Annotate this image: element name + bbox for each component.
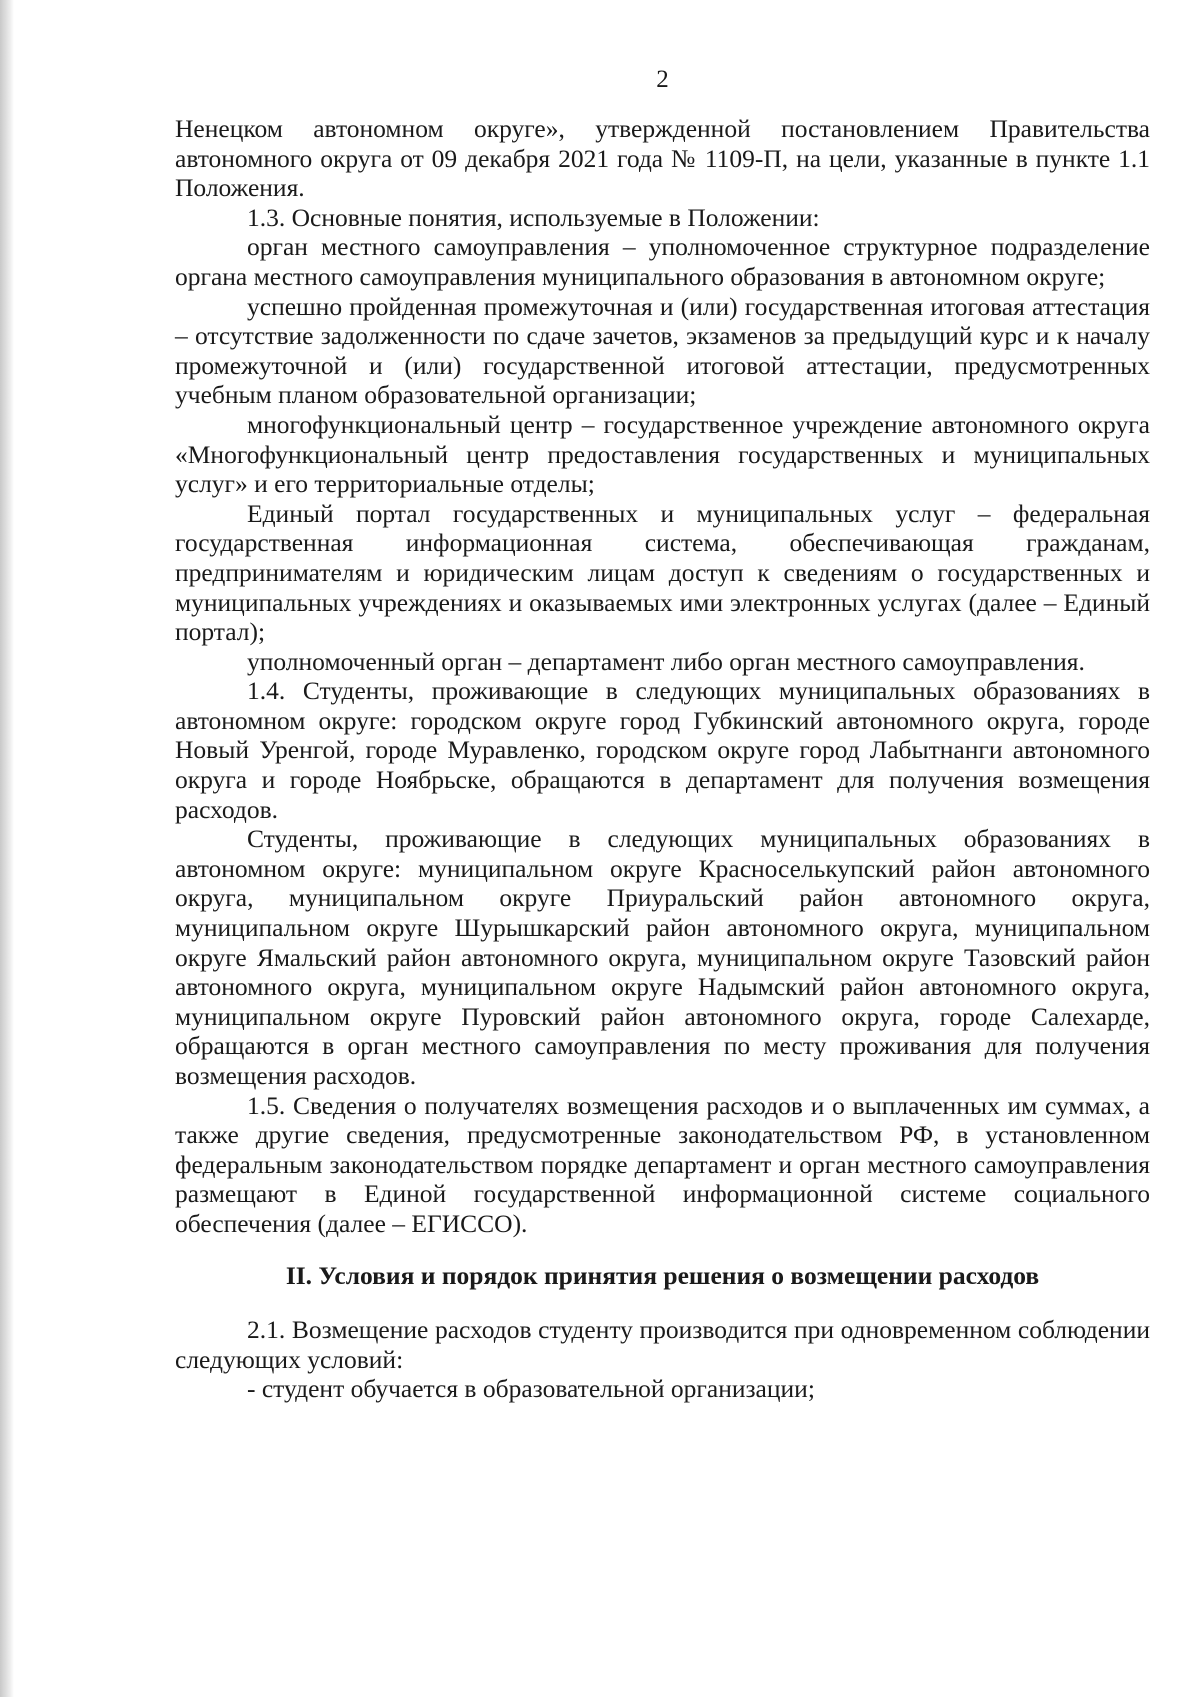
definition-attestation: успешно пройденная промежуточная и (или) государственная итоговая аттестация – отсутствие задолженности по сдаче зачетов, экзаменов за предыдущий курс и к началу промежуточной и (или) государственной итоговой аттестации, предусмотренных учебным планом образовательной организации;	[175, 291, 1150, 410]
paragraph-2-1: 2.1. Возмещение расходов студенту производится при одновременном соблюдении следующих условий:	[175, 1315, 1150, 1374]
paragraph-1-4: 1.4. Студенты, проживающие в следующих муниципальных образованиях в автономном округе: городском округе город Губкинский автономного округа, городе Новый Уренгой, городе Муравленко, городском округе город Лабытнанги автономного округа и городе Ноябрьске, обращаются в департамент для получения возмещения расходов.	[175, 676, 1150, 824]
definition-authorized-body: уполномоченный орган – департамент либо орган местного самоуправления.	[247, 646, 1085, 676]
page-number: 2	[656, 66, 669, 93]
definition-local-government: орган местного самоуправления – уполномоченное структурное подразделение органа местного самоуправления муниципального образования в автономном округе;	[175, 232, 1150, 291]
definition-unified-portal: Единый портал государственных и муниципальных услуг – федеральная государственная информационная система, обеспечивающая гражданам, предпринимателям и юридическим лицам доступ к сведениям о государственных и муниципальных учреждениях и оказываемых ими электронных услугах (далее – Единый портал);	[175, 498, 1150, 647]
section-heading: II. Условия и порядок принятия решения о возмещении расходов	[285, 1260, 1040, 1290]
paragraph-continuation: Ненецком автономном округе», утвержденной постановлением Правительства автономного округа от 09 декабря 2021 года № 1109-П, на цели, указанные в пункте 1.1 Положения.	[175, 114, 1150, 203]
body-text-top	[175, 114, 1150, 1239]
paragraph-1-5: 1.5. Сведения о получателях возмещения расходов и о выплаченных им суммах, а также другие сведения, предусмотренные законодательством РФ, в установленном федеральным законодательством порядке департамент и орган местного самоуправления размещают в Единой государственной информационной системе социального обеспечения (далее – ЕГИССО).	[175, 1090, 1150, 1238]
paragraph-1-4-students: Студенты, проживающие в следующих муниципальных образованиях в автономном округе: муниципальном округе Красноселькупский район автономного округа, муниципальном округе Приуральский район автономного округа, муниципальном округе Шурышкарский район автономного округа, муниципальном округе Ямальский район автономного округа, муниципальном округе Тазовский район автономного округа, муниципальном округе Надымский район автономного округа, муниципальном округе Пуровский район автономного округа, городе Салехарде, обращаются в орган местного самоуправления по месту проживания для получения возмещения расходов.	[175, 824, 1150, 1090]
document-page	[175, 66, 1150, 1404]
condition-item: - студент обучается в образовательной организации;	[247, 1374, 815, 1404]
paragraph-1-3: 1.3. Основные понятия, используемые в Положении:	[247, 202, 820, 232]
scan-edge-shadow	[0, 0, 14, 1697]
body-text-bottom	[175, 1315, 1150, 1404]
definition-mfc: многофункциональный центр – государственное учреждение автономного округа «Многофункциональный центр предоставления государственных и муниципальных услуг» и его территориальные отделы;	[175, 409, 1150, 499]
